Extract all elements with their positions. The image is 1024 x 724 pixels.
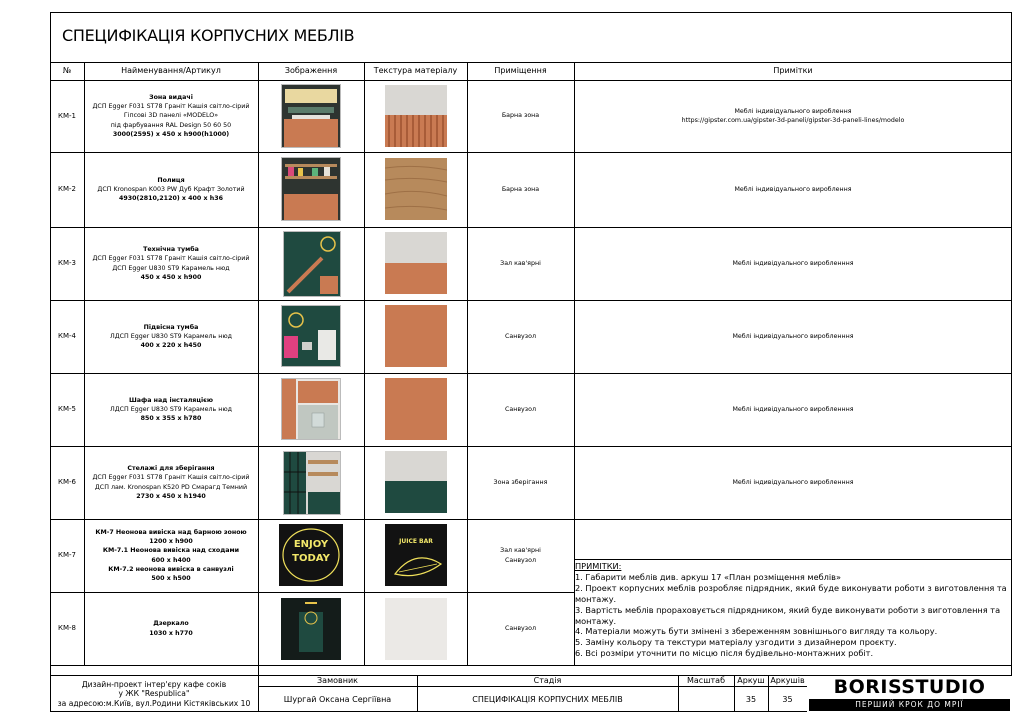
neon-dims: 1200 х h900 bbox=[149, 538, 193, 546]
item-dimensions: 450 х 450 х h900 bbox=[140, 273, 202, 281]
item-dimensions: 3000(2595) х 450 х h900(h1000) bbox=[112, 130, 230, 138]
row-id: КМ-8 bbox=[58, 624, 76, 633]
page-title: СПЕЦИФІКАЦІЯ КОРПУСНИХ МЕБЛІВ bbox=[62, 26, 355, 45]
item-title: Полиця bbox=[157, 176, 185, 184]
item-dimensions: 850 х 355 х h780 bbox=[140, 415, 202, 423]
col-divider bbox=[258, 62, 259, 712]
row-note: Меблі індивідуального вироблення bbox=[734, 185, 852, 193]
project-address: за адресою:м.Київ, вул.Родини Кістяківських 10 bbox=[57, 698, 251, 708]
header-top-line bbox=[50, 62, 1012, 63]
header-notes: Примітки bbox=[773, 66, 813, 75]
texture-granite-and-panels bbox=[385, 85, 447, 147]
neon-text-juice-bar: JUICE BAR bbox=[399, 538, 433, 545]
row-room: Зона зберігання bbox=[493, 478, 548, 486]
scale-label: Масштаб bbox=[686, 676, 726, 685]
row-room bbox=[467, 519, 574, 592]
note-item: 3. Вартість меблів прораховується підрядником, який буде виконувати роботи з виготовлення та монтажу. bbox=[575, 604, 1001, 626]
texture-caramel bbox=[385, 378, 447, 440]
row-room: Санвузол bbox=[504, 332, 537, 340]
item-dimensions: 400 х 220 х h450 bbox=[140, 342, 202, 350]
row-name bbox=[84, 373, 258, 446]
item-material: ДСП Egger F031 ST78 Граніт Кашія світло-сірий bbox=[92, 103, 250, 111]
header-room: Приміщення bbox=[494, 66, 547, 75]
photo-bar-counter bbox=[281, 84, 341, 148]
item-title: Зона видачі bbox=[149, 94, 193, 102]
row-note: Меблі індивідуального виробленння bbox=[732, 259, 854, 267]
general-notes bbox=[575, 561, 1011, 659]
note-item: 5. Заміну кольору та текстури матеріалу узгодити з дизайнером проєкту. bbox=[575, 637, 897, 648]
texture-oak bbox=[385, 158, 447, 220]
stage-label: Стадія bbox=[533, 676, 562, 685]
photo-storage-racks bbox=[283, 451, 341, 515]
photo-shelf bbox=[281, 157, 341, 221]
row-id: КМ-7 bbox=[58, 551, 76, 560]
studio-logo bbox=[807, 676, 1012, 712]
sheets-total: 35 bbox=[782, 694, 793, 704]
stage-value: СПЕЦИФІКАЦІЯ КОРПУСНИХ МЕБЛІВ bbox=[472, 694, 623, 704]
neon-item: КМ-7.2 неонова вивіска в санвузлі bbox=[108, 565, 234, 573]
row-name bbox=[84, 519, 258, 592]
photo-neon-juice-bar bbox=[385, 524, 447, 586]
item-title: Шафа над інсталяцією bbox=[128, 396, 214, 404]
item-material: ЛДСП Egger U830 ST9 Карамель нюд bbox=[109, 332, 233, 340]
item-title: Стелажі для зберігання bbox=[127, 465, 215, 473]
item-material: ДСП Egger F031 ST78 Граніт Кашія світло-сірий bbox=[92, 474, 250, 482]
row-id: КМ-5 bbox=[58, 405, 76, 414]
photo-technical-cabinet bbox=[283, 231, 341, 297]
photo-installation-cabinet bbox=[281, 378, 341, 440]
sheet-number: 35 bbox=[745, 694, 757, 704]
room-line: Санвузол bbox=[504, 556, 537, 564]
row-name bbox=[84, 300, 258, 373]
item-dimensions: 1030 х h770 bbox=[149, 629, 193, 637]
row-name bbox=[84, 227, 258, 300]
item-material: Гіпсові 3D панелі «MODELO» bbox=[123, 112, 219, 120]
customer-label: Замовник bbox=[317, 676, 358, 685]
project-name bbox=[50, 676, 258, 712]
photo-neon-enjoy-today bbox=[279, 524, 343, 586]
neon-item: КМ-7 Неонова вивіска над барною зоною bbox=[95, 529, 247, 537]
project-line: у ЖК "Respublica" bbox=[118, 689, 190, 699]
row-note: Меблі індивідуального виробленння bbox=[732, 405, 854, 413]
row-name bbox=[84, 592, 258, 665]
neon-item: КМ-7.1 Неонова вивіска над сходами bbox=[102, 547, 240, 555]
row-id: КМ-4 bbox=[58, 332, 76, 341]
note-link[interactable]: https://gipster.com.ua/gipster-3d-paneli/gipster-3d-paneli-lines/modelo bbox=[681, 117, 905, 124]
neon-text-enjoy: ENJOY TODAY bbox=[292, 539, 330, 564]
row-room: Барна зона bbox=[501, 112, 540, 120]
row-name bbox=[84, 446, 258, 519]
row-id: КМ-3 bbox=[58, 259, 76, 268]
texture-mirror bbox=[385, 598, 447, 660]
photo-wall-cabinet bbox=[281, 305, 341, 367]
logo-name: BORISSTUDIO bbox=[833, 676, 986, 698]
item-material: ДСП Egger U830 ST9 Карамель нюд bbox=[112, 264, 230, 272]
note-item: 1. Габарити меблів див. аркуш 17 «План розміщення меблів» bbox=[575, 571, 842, 582]
item-material: під фарбування RAL Design 50 60 50 bbox=[110, 121, 232, 129]
neon-dims: 500 х h500 bbox=[151, 574, 191, 582]
table-bottom-line bbox=[50, 665, 1012, 666]
item-title: Дзеркало bbox=[153, 620, 189, 628]
row-note: Меблі індивідуального виробленння bbox=[732, 332, 854, 340]
col-divider bbox=[364, 62, 365, 665]
note-item: 6. Всі розміри уточнити по місцю після будівельно-монтажних робіт. bbox=[575, 648, 874, 659]
notes-title: ПРИМІТКИ: bbox=[575, 561, 622, 571]
header-name: Найменування/Артикул bbox=[121, 66, 221, 75]
item-material: ДСП Egger F031 ST78 Граніт Кашія світло-сірий bbox=[92, 255, 250, 263]
texture-granite-caramel bbox=[385, 232, 447, 294]
item-dimensions: 4930(2810,2120) х 400 х h36 bbox=[118, 195, 223, 203]
header-num: № bbox=[62, 66, 72, 75]
row-room: Зал кав'ярні bbox=[500, 259, 541, 267]
note-item: 2. Проект корпусних меблів розробляє підрядник, який буде виконувати роботи з виготовлення та монтажу. bbox=[575, 582, 1007, 604]
item-material: ДСП Kronospan K003 PW Дуб Крафт Золотий bbox=[97, 185, 245, 193]
item-dimensions: 2730 х 450 х h1940 bbox=[136, 492, 206, 500]
row-room: Барна зона bbox=[501, 185, 540, 193]
row-id: КМ-6 bbox=[58, 478, 76, 487]
neon-dims: 600 х h400 bbox=[151, 556, 191, 564]
row-name bbox=[84, 152, 258, 227]
sheet-label: Аркуш bbox=[737, 676, 765, 685]
note-item: 4. Матеріали можуть бути змінені з збереженням зовнішнього вигляду та кольору. bbox=[575, 626, 938, 637]
item-material: ЛДСП Egger U830 ST9 Карамель нюд bbox=[109, 405, 233, 413]
notes-top-line bbox=[574, 559, 1012, 560]
row-note bbox=[574, 80, 1012, 152]
note-line: Меблі індивідуального вироблення bbox=[734, 107, 852, 115]
row-room: Санвузол bbox=[504, 405, 537, 413]
sheets-label: Аркушів bbox=[770, 676, 805, 685]
header-texture: Текстура матеріалу bbox=[373, 66, 458, 75]
row-id: КМ-1 bbox=[58, 111, 76, 120]
item-material: ДСП лам. Kronospan K520 PD Смарагд Темний bbox=[94, 483, 248, 491]
texture-caramel bbox=[385, 305, 447, 367]
row-name bbox=[84, 80, 258, 152]
texture-granite-emerald bbox=[385, 451, 447, 513]
header-image: Зображення bbox=[284, 66, 338, 75]
customer-name: Шургай Оксана Сергіївна bbox=[283, 694, 392, 704]
item-title: Технічна тумба bbox=[143, 246, 199, 254]
row-id: КМ-2 bbox=[58, 185, 76, 194]
row-room: Санвузол bbox=[504, 624, 537, 632]
project-line: Дизайн-проект інтер'єру кафе соків bbox=[81, 680, 227, 690]
photo-mirror bbox=[281, 598, 341, 660]
logo-tagline: ПЕРШИЙ КРОК ДО МРІЇ bbox=[809, 699, 1010, 711]
item-title: Підвісна тумба bbox=[143, 323, 199, 331]
room-line: Зал кав'ярні bbox=[500, 547, 541, 555]
row-note: Меблі індивідуального виробленння bbox=[732, 478, 854, 486]
